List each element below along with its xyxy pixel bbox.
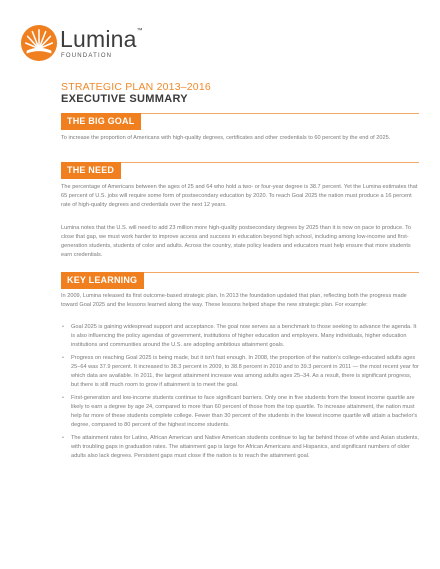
key-learning-intro: In 2009, Lumina released its first outcome-based strategic plan. In 2013 the foundation updated that plan, reflecting both the progress made toward Goal 2025 and the lessons learned along the way. These lessons helped shape the new strategic plan. For example: xyxy=(61,293,407,308)
big-goal-heading: THE BIG GOAL xyxy=(61,113,141,130)
bullet-icon: • xyxy=(62,435,64,441)
need-paragraph-2: Lumina notes that the U.S. will need to add 23 million more high-quality postsecondary degrees by 2025 than it is now on pace to produce. To close that gap, we must work harder to improve access and success in education beyond high school, including among low-income and first-generation students, students of color and adults. Across the country, state policy leaders and educators must help ensure that more students earn credentials. xyxy=(61,225,412,258)
need-heading: THE NEED xyxy=(61,162,121,179)
big-goal-text: To increase the proportion of Americans with high-quality degrees, certificates and other credentials to 60 percent by the end of 2025. xyxy=(61,135,391,141)
list-item: • Progress on reaching Goal 2025 is being made, but it isn't fast enough. In 2008, the proportion of the nation's college-educated adults ages 25–64 was 37.9 percent. It increased to 38.3 percent in 2009, to 38.8 percent in 2010 and to 39.3 percent in 2011 — the most recent year for which data are available. In 2011, the largest attainment increase was among adults ages 25–34. As a result, there is significant progress, but there is still much room to grow if attainment is to meet the goal. xyxy=(62,355,419,388)
list-item: • Goal 2025 is gaining widespread support and acceptance. The goal now serves as a benchmark to those seeking to advance the agenda. It is also influencing the policy agendas of government, institutions of higher education and employers. Many individuals, higher education institutions and communities around the U.S. are adopting ambitious attainment goals. xyxy=(62,324,417,348)
key-learning-list xyxy=(61,323,419,465)
list-item: • First-generation and low-income students continue to face significant barriers. Only one in five students from the lowest income quartile are likely to earn a degree by age 24, compared to more than 60 percent of those from the top quartile. To increase attainment, the nation must help far more of these students complete college. Fewer than 30 percent of the students in the lowest income quartile will attain a bachelor's degree, compared to 80 percent of the highest income students. xyxy=(62,395,418,428)
bullet-icon: • xyxy=(62,324,64,330)
bullet-icon: • xyxy=(62,355,64,361)
logo-subtitle: FOUNDATION xyxy=(61,53,113,59)
key-learning-heading: KEY LEARNING xyxy=(61,272,144,289)
lumina-logo xyxy=(20,22,160,64)
list-item: • The attainment rates for Latino, African American and Native American students continue to lag far behind those of white and Asian students, with troubling gaps in graduation rates. The attainment gap is large for African Americans and Hispanics, and significant numbers of older adults also lack degrees. Persistent gaps must close if the nation is to reach the attainment goal. xyxy=(62,435,419,459)
need-paragraph-1: The percentage of Americans between the ages of 25 and 64 who hold a two- or four-year degree is 38.7 percent. Yet the Lumina estimates that 65 percent of U.S. jobs will require some form of postsecondary education by 2020. To reach Goal 2025 the nation must produce a 16 percent rate of high-quality degrees and credentials over the next 12 years. xyxy=(61,184,418,208)
document-title: EXECUTIVE SUMMARY xyxy=(61,93,188,105)
bullet-icon: • xyxy=(62,395,64,401)
logo-wordmark: Lumina™ xyxy=(60,26,143,52)
plan-title: STRATEGIC PLAN 2013–2016 xyxy=(61,81,211,93)
sunburst-logo-icon xyxy=(20,24,58,62)
